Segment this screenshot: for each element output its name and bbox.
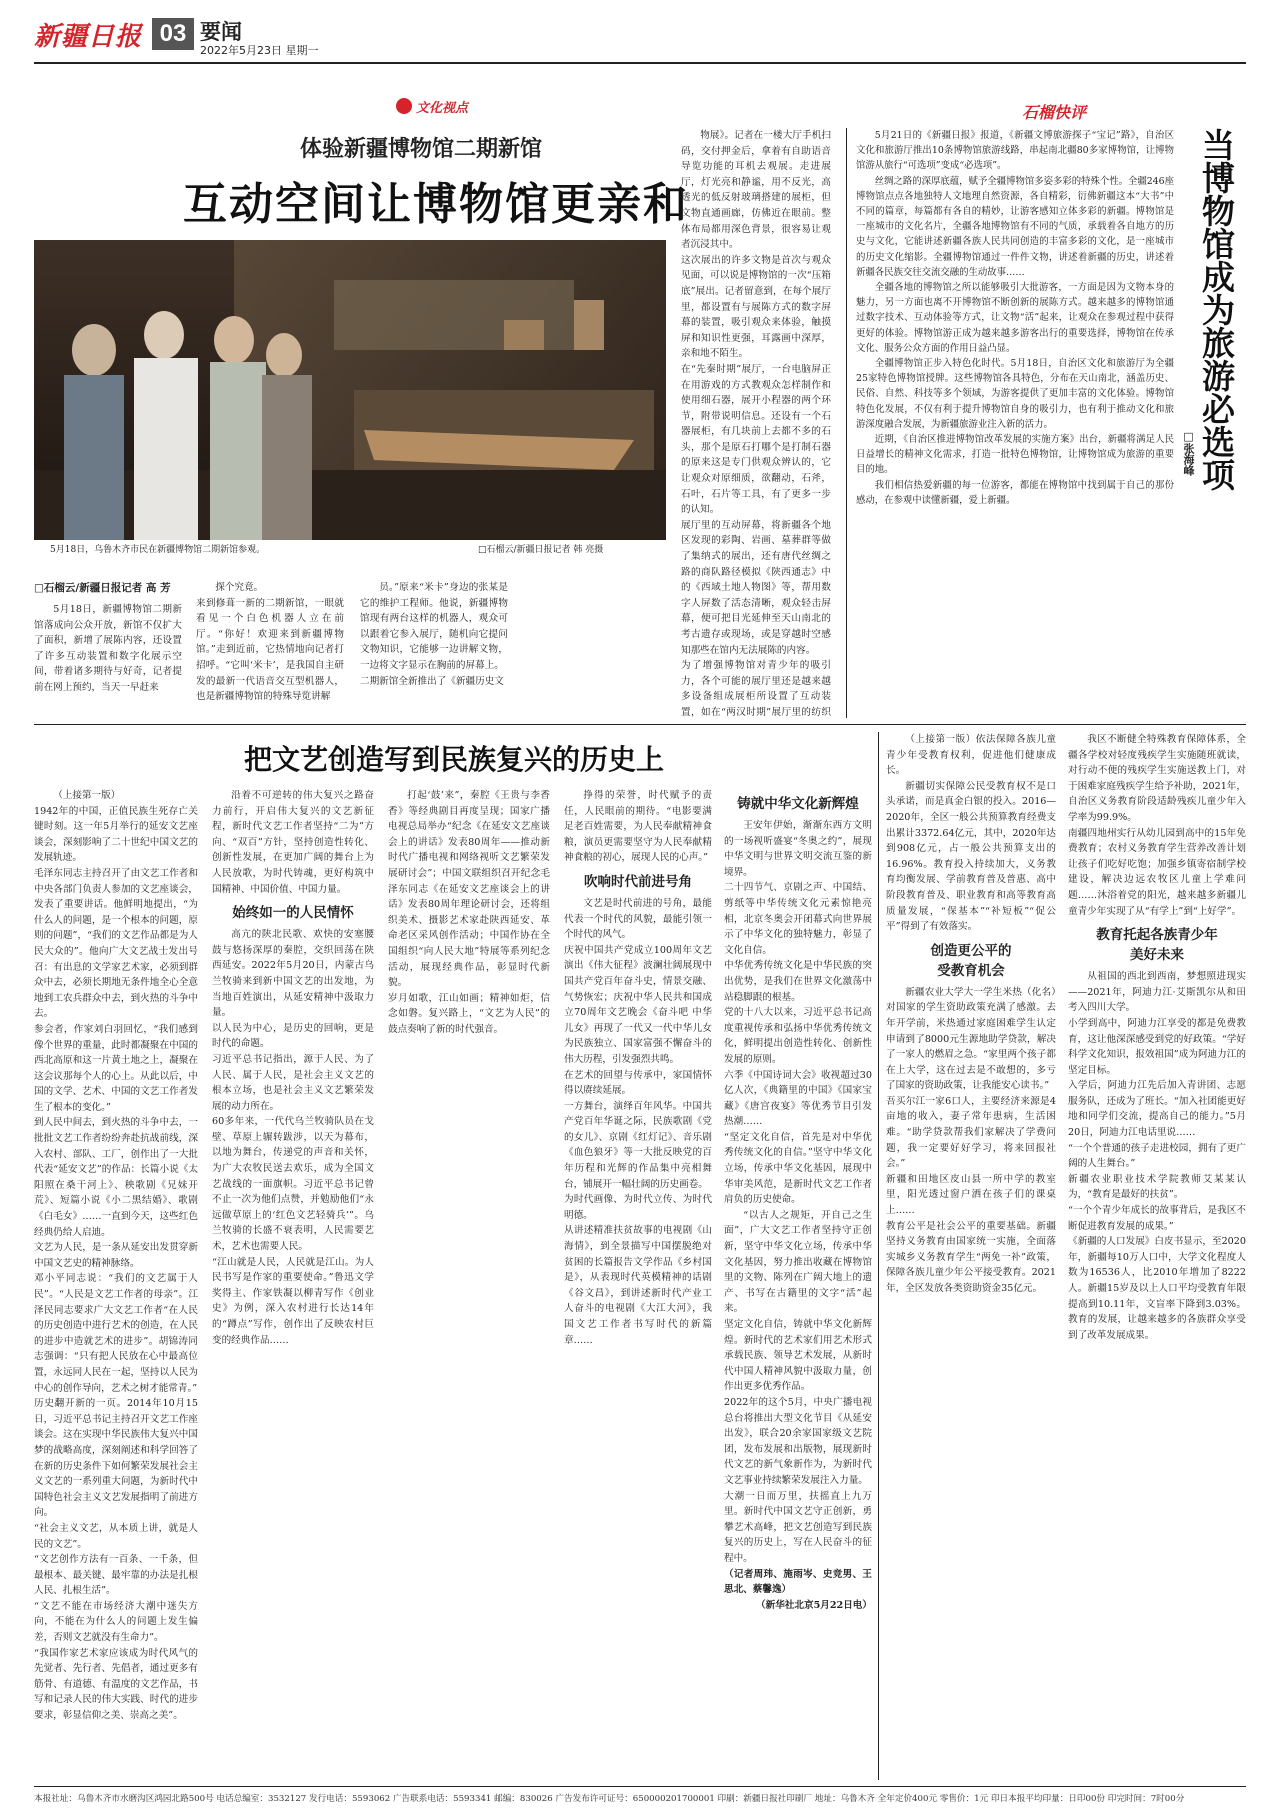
- story4-colG: [1068, 732, 1246, 1780]
- story3-subhead-1: 始终如一的人民情怀: [232, 905, 354, 922]
- story2-author: □张海峰: [1182, 430, 1195, 476]
- museum-visitors-image: [34, 240, 666, 540]
- story1-byline: □石榴云/新疆日报记者 高 芳: [34, 582, 171, 594]
- story3-colE-text: 王安年伊始，渐渐东西方文明的一场视听盛宴“冬奥之约”，展现中华文明与世界文明交流互鉴的新境界。 二十四节气、京剧之声、中国结、剪纸等中华传统文化元素惊艳亮相，北京冬奥会开闭幕式向世界展示了中华文化的独特魅力，彰显了文化自信。 中华优秀传统文化是中华民族的突出优势，是我们在世界文化激荡中站稳脚跟的根基。 党的十八大以来，习近平总书记高度重视传承和弘扬中华优秀传统文化，鲜明提出创造性转化、创新性发展的原则。 六季《中国诗词大会》收视超过30亿人次，《典籍里的中国》《国家宝藏》《唐宫夜宴》等优秀节目引发热潮…… “坚定文化自信，首先是对中华优秀传统文化的自信。”坚守中华文化立场，传承中华文化基因，展现中华审美风范，是新时代文艺工作者肩负的历史使命。: [724, 820, 872, 1206]
- story2-p3: 全疆各地的博物馆之所以能够吸引大批游客，一方面是因为文物本身的魅力，另一方面也离不开博物馆不断创新的展陈方式。越来越多的博物馆通过数字技术、互动体验等方式，让文物“活”起来，让观众在参观过程中获得更好的体验。博物馆游正成为越来越多游客出行的重要选择，博物馆在传承文化、服务公众方面的作用日益凸显。: [856, 282, 1174, 354]
- divider-story1-story2: [846, 128, 847, 718]
- comment-badge-label: 石榴快评: [1022, 103, 1087, 122]
- story1-col4: [681, 128, 831, 718]
- story1-col2-text: 探个究竟。 来到修葺一新的二期新馆，一眼就看见一个白色机器人立在前厅。“你好！欢迎来到新疆博物馆。”走到近前，它热情地向记者打招呼。“它叫‘米卡’，是我国自主研发的最新一代语音交互型机器人，也是新疆博物馆的特殊导览讲解: [196, 582, 344, 703]
- story3-title: 把文艺创造写到民族复兴的历史上: [243, 743, 664, 776]
- story4-colG-text: 我区不断健全特殊教育保障体系，全疆各学校对轻度残疾学生实施随班就读，对行动不便的残疾学生实施送教上门，对于困难家庭残疾学生给予补助，2021年，自治区义务教育阶段适龄残疾儿童少年入学率为99.9%。 南疆四地州实行从幼儿园到高中的15年免费教育；农村义务教育学生营养改善计划让孩子们吃好吃饱；加强乡镇寄宿制学校建设，解决边远农牧区儿童上学难问题……沐浴着党的阳光，越来越多新疆儿童青少年实现了从“有学上”到“上好学”。: [1068, 734, 1246, 917]
- section-divider: [34, 724, 1246, 725]
- story2-title: 当博物馆成为旅游必选项: [1197, 128, 1236, 491]
- culture-badge-label: 文化视点: [416, 101, 469, 116]
- story4-cont: （上接第一版）依法保障各族儿童青少年受教育权利，促进他们健康成长。: [886, 734, 1056, 777]
- story3-colD2-text: 文艺是时代前进的号角，最能代表一个时代的风貌，最能引领一个时代的风气。 庆祝中国共产党成立100周年文艺演出《伟大征程》波澜壮阔展现中国共产党百年奋斗史，情景交融、气势恢宏；庆祝中华人民共和国成立70周年文艺晚会《奋斗吧 中华儿女》再现了一代又一代中华儿女为民族独立、国家富强不懈奋斗的伟大历程，引发强烈共鸣。 在艺术的回望与传承中，家国情怀得以赓续延展。 一方舞台，演绎百年风华。中国共产党百年华诞之际，民族歌剧《党的女儿》、京剧《红灯记》、音乐剧《血色狼牙》等一大批反映党的百年历程和光辉的作品集中亮相舞台，铺展开一幅壮阔的历史画卷。 为时代画像、为时代立传、为时代明德。 从讲述精准扶贫故事的电视剧《山海情》，到全景描写中国摆脱绝对贫困的长篇报告文学作品《乡村国是》，从表现时代英模精神的话剧《谷文昌》，到讲述新时代产业工人奋斗的电视剧《大江大河》，我国文艺工作者书写时代的新篇章……: [564, 897, 712, 1346]
- story3-colE2-text: “以古人之规矩，开自己之生面”，广大文艺工作者坚持守正创新，坚守中华文化立场，传承中华文化基因，努力推出收藏在博物馆里的文物、陈列在广阔大地上的遗产、书写在古籍里的文字“活”起来。 坚定文化自信，铸就中华文化新辉煌。新时代的艺术家们用艺术形式承载民族、领导艺术发展，从新时代中国人精神风貌中汲取力量，创作出更多优秀作品。 2022年的这个5月，中央广播电视总台将推出大型文化节目《从延安出发》，联合20余家国家级文艺院团，发布发展和出版物，展现新时代文艺的新气象新作为，为新时代文艺事业持续繁荣发展注入力量。 大潮一日而万里，扶摇直上九万里。新时代中国文艺守正创新，勇攀艺术高峰，把文艺创造写到民族复兴的历史上，写在人民奋斗的征程中。: [724, 1209, 872, 1564]
- story3-subhead-2: 吹响时代前进号角: [584, 873, 692, 890]
- story3-source: （新华社北京5月22日电）: [756, 1599, 872, 1611]
- story1-col3-text: 员。”原来“米卡”身边的张某是它的维护工程师。他说，新疆博物馆现有两台这样的机器人，观众可以跟着它参入展厅，随机向它提问文物知识，它能够一边讲解文物，一边将文字显示在胸前的屏幕上。 二期新馆全新推出了《新疆历史文: [360, 582, 508, 687]
- story1-col1: [34, 602, 182, 712]
- story4-colF: [886, 732, 1056, 1780]
- issue-date: 2022年5月23日 星期一: [200, 44, 319, 57]
- story2-body: [856, 128, 1174, 718]
- story3-colB-text: 沿着不可逆转的伟大复兴之路奋力前行，开启伟大复兴的文艺新征程，新时代文艺工作者坚持“二为”方向、“双百”方针，坚持创造性转化、创新性发展，在更加广阔的舞台上为人民放歌，为时代铸魂，更好构筑中国精神、中国价值、中国力量。: [212, 790, 374, 895]
- story1-photo: [34, 240, 666, 540]
- story3-colD-text: 挣得的荣誉，时代赋予的责任，人民眼前的期待。“电影要满足老百姓需要，为人民奉献精神食粮，演员更需要坚守为人民奉献精神食粮的初心，展现人民的心声。”: [564, 790, 712, 864]
- story2-lead: 5月21日的《新疆日报》报道，《新疆文博旅游探子“宝记”路》，自治区文化和旅游厅推出10条博物馆旅游线路，串起南北疆80多家博物馆，让博物馆游从旅行“可选项”变成“必选项”。: [856, 130, 1174, 172]
- story1-title: 互动空间让博物馆更亲和: [183, 179, 689, 230]
- footer-rule: [34, 1786, 1246, 1787]
- story3-colC: [388, 788, 550, 1780]
- story2-p5: 近期，《自治区推进博物馆改革发展的实施方案》出台，新疆将满足人民日益增长的精神文化需求，打造一批特色博物馆，让博物馆成为旅游的重要目的地。: [856, 434, 1174, 476]
- story1-col4-text: 物展》。记者在一楼大厅手机扫码，交付押金后，拿着有自助语音导览功能的耳机去观展。走进展厅，灯光亮和静谧，用不反光，高透光的低反射玻璃搭建的展柜，但文物直通画廊，仿佛近在眼前。整体布局都用深色背景，很容易让观者沉浸其中。 这次展出的许多文物是首次与观众见面，可以说是博物馆的一次“压箱底”展出。记者留意到，在每个展厅里，都设置有与展陈方式的数字屏幕的装置，吸引观众来体验，触摸屏和知识性更强，耳露画中深厚，亲和地不陌生。 在“先秦时期”展厅，一台电脑屏正在用游戏的方式教观众怎样制作和使用细石器，展开小程器的两个环节，附带说明信息。还设有一个石器展柜，有几块前上去都不多的石头，那个是原石打哪个是打制石器的原来这是专门供观众辨认的，它让观众对原细质，欲翻动，石斧，石叶，石片等工具，有了更多一步的认知。 展厅里的互动屏幕，将新疆各个地区发现的彩陶、岩画、墓葬群等做了集纳式的展出，还有唐代丝绸之路的商队路径模拟《陕西通志》中的《西域土地人物图》等，帮用数字人屏数了活态清晰，观众轻击屏幕，便可把目光延伸至天山南北的考古遗存或现场，或是穿越时空感知那些在馆内无法展陈的内容。 为了增强博物馆对青少年的吸引力，各个可能的展厅里还是越来越多设备组成展柜所设置了互动装置，如在“两汉时期”展厅里的纺织: [681, 130, 831, 718]
- story3-colB2-text: 高亢的陕北民歌、欢快的安塞腰鼓与悠扬深厚的秦腔，交织回荡在陕西延安。2022年5月20日，内蒙古乌兰牧骑来到新中国文艺的出发地，为当地百姓演出，从延安精神中汲取力量。 以人民为中心，是历史的回响，更是时代的命题。 习近平总书记指出，源于人民、为了人民、属于人民，是社会主义文艺的根本立场，也是社会主义文艺繁荣发展的动力所在。 60多年来，一代代乌兰牧骑队员在戈壁、草原上辗转跋涉，以天为幕布，以地为舞台，传递党的声音和关怀，为广大农牧民送去欢乐，成为全国文艺战线的一面旗帜。习近平总书记曾不止一次为他们点赞，并勉励他们“永远做草原上的‘红色文艺轻骑兵’”。乌兰牧骑的长盛不衰表明，人民需要艺术，艺术也需要人民。 “江山就是人民，人民就是江山。为人民书写是作家的重要使命。”鲁迅文学奖得主、作家铁凝以柳青写作《创业史》为例，深入农村进行长达14年的“蹲点”写作，创作出了反映农村巨变的经典作品……: [212, 929, 374, 1346]
- story3-colA-text: （上接第一版） 1942年的中国，正值民族生死存亡关键时刻。这一年5月举行的延安文艺座谈会，深刻影响了二十世纪中国文艺的发展轨迹。 毛泽东同志主持召开了由文艺工作者和中央各部门负责人参加的文艺座谈会，发表了重要讲话。他鲜明地提出，“为什么人的问题，是一个根本的问题，原则的问题”，“我们的文艺作品都是为人民大众的”。他向广大文艺战士发出号召：有出息的文学家艺术家，必须到群众中去，必须长期地无条件地全心全意地到工农兵群众中去，到火热的斗争中去。 参会者，作家刘白羽回忆，“我们感到像个世界的重量，此时都凝聚在中国的西北高原和这一片黄土地之上，凝聚在这会议那每个人的心上。从此以后，中国的文学、艺术、中国的文艺工作者发生了根本的变化。” 到人民中间去，到火热的斗争中去，一批批文艺工作者纷纷奔赴抗战前线，深入农村、部队、工厂，创作出了一大批代表“延安文艺”的作品：长篇小说《太阳照在桑干河上》、秧歌剧《兄妹开荒》、短篇小说《小二黑结婚》、歌剧《白毛女》……一直到今天，这些红色经典仍给人启迪。 文艺为人民，是一条从延安出发贯穿新中国文艺史的精神脉络。 邓小平同志说：“我们的文艺属于人民”。“人民是文艺工作者的母亲”。江泽民同志要求广大文艺工作者“在人民的历史创造中进行艺术的创造，在人民的进步中造就艺术的进步”。胡锦涛同志强调：“只有把人民放在心中最高位置，永远同人民在一起，坚持以人民为中心的创作导向，艺术之树才能常青。” 历史翻开新的一页。2014年10月15日，习近平总书记主持召开文艺工作座谈会。这在实现中华民族伟大复兴中国梦的战略高度，深刻阐述和科学回答了在新的历史条件下如何繁荣发展社会主义文艺的一系列重大问题，为新时代中国特色社会主义文艺发展指明了前进方向。 “社会主义文艺，从本质上讲，就是人民的文艺”。 “文艺创作方法有一百条、一千条，但最根本、最关键、最牢靠的办法是扎根人民、扎根生活”。 “文艺不能在市场经济大潮中迷失方向，不能在为什么人的问题上发生偏差，否则文艺就没有生命力”。 “我国作家艺术家应该成为时代风气的先觉者、先行者、先倡者，通过更多有筋骨、有道德、有温度的文艺作品，书写和记录人民的伟大实践、时代的进步要求，彰显信仰之美、崇高之美”。: [34, 790, 198, 1722]
- story4-colF-text: 新疆切实保障公民受教育权不是口头承诺，而是真金白银的投入。2016—2020年，全区一般公共预算教育经费支出累计3372.64亿元，其中，2020年达到908亿元，占一般公共预算支出的16.96%。教育投入持续加大，义务教育均衡发展、学前教育普及普惠、高中阶段教育普及、职业教育和高等教育高质量发展，“保基本”“补短板”“促公平”得到了有效落实。: [886, 780, 1056, 933]
- story3-colC-text: 打起‘鼓’来”，秦腔《王贵与李香香》等经典剧目再度呈现；国家广播电视总局举办“纪念《在延安文艺座谈会上的讲话》发表80周年——推动新时代广播电视和网络视听文艺繁荣发展研讨会”；中国文联组织召开纪念毛泽东同志《在延安文艺座谈会上的讲话》发表80周年理论研讨会，还将组织美术、摄影艺术家赴陕西延安、革命老区采风创作活动；中国作协在全国组织“向人民大地”特展等系列纪念活动，展现经典作品，彰显时代新貌。 岁月如歌，江山如画；精神如炬，信念如磐。复兴路上，“文艺为人民”的鼓点奏响了新的时代强音。: [388, 790, 550, 1035]
- story3-colD: [564, 788, 712, 1780]
- story2-p2: 丝绸之路的深厚底蕴，赋予全疆博物馆多姿多彩的特殊个性。全疆246座博物馆点点各地独特人文地理自然资源，各自精彩，衍佛新疆这本“大书”中不同的篇章，每篇都有各自的精妙，让游客感知立体多彩的新疆。博物馆是一座城市的文化名片，全疆各地博物馆有不同的气质，承载着各自地方的历史与文化，它能讲述新疆各族人民共同创造的丰富多彩的文化，是一座城市的历史文化缩影。全疆博物馆通过一件件文物，讲述着新疆的历史，讲述着新疆各民族交往交流交融的生动故事……: [856, 175, 1174, 278]
- story1-kicker: 体验新疆博物馆二期新馆: [299, 137, 542, 162]
- divider-story3-story4: [878, 732, 879, 1780]
- masthead-rule: [34, 62, 1246, 64]
- comment-badge: [1022, 100, 1142, 124]
- story3-colA: [34, 788, 198, 1780]
- newspaper-logo: 新疆日报: [34, 22, 143, 52]
- photo-credit: □石榴云/新疆日报记者 韩 亮摄: [478, 545, 604, 555]
- badge-dot-icon: [396, 98, 412, 114]
- story3-colB: [212, 788, 374, 1780]
- photo-caption: 5月18日，乌鲁木齐市民在新疆博物馆二期新馆参观。: [50, 545, 266, 555]
- story1-col1-text: 5月18日，新疆博物馆二期新馆落成向公众开放，新馆不仅扩大了面积，新增了展陈内容，还设置了许多互动装置和数字化展示空间，带着诸多期待与好奇，记者提前在网上预约，当天一早赶来: [34, 604, 182, 693]
- story3-colE: [724, 788, 872, 1780]
- story2-p6: 我们相信热爱新疆的每一位游客，都能在博物馆中找到属于自己的那份感动，在参观中读懂新疆，爱上新疆。: [856, 479, 1174, 506]
- story4-subhead-2: 教育托起各族青少年 美好未来: [1096, 927, 1218, 964]
- story2-p4: 全疆博物馆正步入特色化时代。5月18日，自治区文化和旅游厅为全疆25家特色博物馆授牌。这些博物馆各具特色，分布在天山南北，涵盖历史、民俗、自然、科技等多个领域，为游客提供了更加丰富的文化体验。博物馆特色化发展，不仅有利于提升博物馆自身的吸引力，也有利于推动文化和旅游深度融合发展，为新疆旅游业注入新的活力。: [856, 358, 1174, 430]
- story1-col3: [360, 580, 508, 712]
- story3-subhead-3: 铸就中华文化新辉煌: [737, 796, 859, 812]
- footer-info: 本报社址：乌鲁木齐市水磨沟区鸿园北路500号 电话总编室：3532127 发行电话：5593062 广告联系电话：5593341 邮编：830026 广告发布许可证号：650000201700001 印刷：新疆日报社印刷厂 地址：乌鲁木齐 全年定价400元 零售价：1元 印日本报平均印量：日印00份 印完时间：7时00分: [34, 1794, 1185, 1804]
- masthead: [34, 14, 1246, 60]
- story4-subhead-1: 创造更公平的 受教育机会: [930, 942, 1012, 979]
- section-title: 要闻: [200, 20, 242, 44]
- story4-colG2-text: 从祖国的西北到西南，梦想照进现实——2021年，阿迪力江·艾斯凯尔从和田考入四川大学。 小学到高中，阿迪力江享受的都是免费教育，这让他深深感受到党的好政策。“学好科学文化知识，报效祖国”成为阿迪力江的坚定目标。 入学后，阿迪力江先后加入青讲团、志愿服务队，还成为了班长。“加入社团能更好地和同学们交流，提高自己的能力。”5月20日，阿迪力江电话里说…… “一个个普通的孩子走进校园，拥有了更广阔的人生舞台。” 新疆农业职业技术学院教师艾某某认为，“教育是最好的扶贫”。 “一个个青少年成长的故事背后，是我区不断促进教育发展的成果。” 《新疆的人口发展》白皮书显示，至2020年，新疆每10万人口中，大学文化程度人数为16536人，比2010年增加了8222人。新疆15岁及以上人口平均受教育年限提高到10.11年，文盲率下降到3.03%。教育的发展，让越来越多的各族群众享受到了改革发展成果。: [1068, 971, 1246, 1341]
- story4-colF2-text: 新疆农业大学大一学生米热（化名）对国家的学生资助政策充满了感激。去年开学前，米热通过家庭困难学生认定申请到了8000元生源地助学贷款，解决了一家人的燃眉之急。“家里两个孩子都在上大学，这在过去是不敢想的，多亏了国家的资助政策，让我能安心读书。” 吾买尔江一家6口人，主要经济来源是4亩地的收入，妻子常年患病，生活困难。“助学贷款帮我们家解决了学费问题，我一定要好好学习，将来回报社会。” 新疆和田地区皮山县一所中学的教室里，阳光透过窗户洒在孩子们的课桌上…… 教育公平是社会公平的重要基础。新疆坚持义务教育由国家统一实施，全面落实城乡义务教育学生“两免一补”政策，保障各族儿童少年公平接受教育。2021年，全区发放各类资助资金35亿元。: [886, 986, 1056, 1294]
- story1-col2: [196, 580, 344, 712]
- page-number: 03: [152, 18, 194, 50]
- story3-credits: （记者周玮、施雨岑、史竞男、王思北、蔡馨逸）: [724, 1568, 872, 1596]
